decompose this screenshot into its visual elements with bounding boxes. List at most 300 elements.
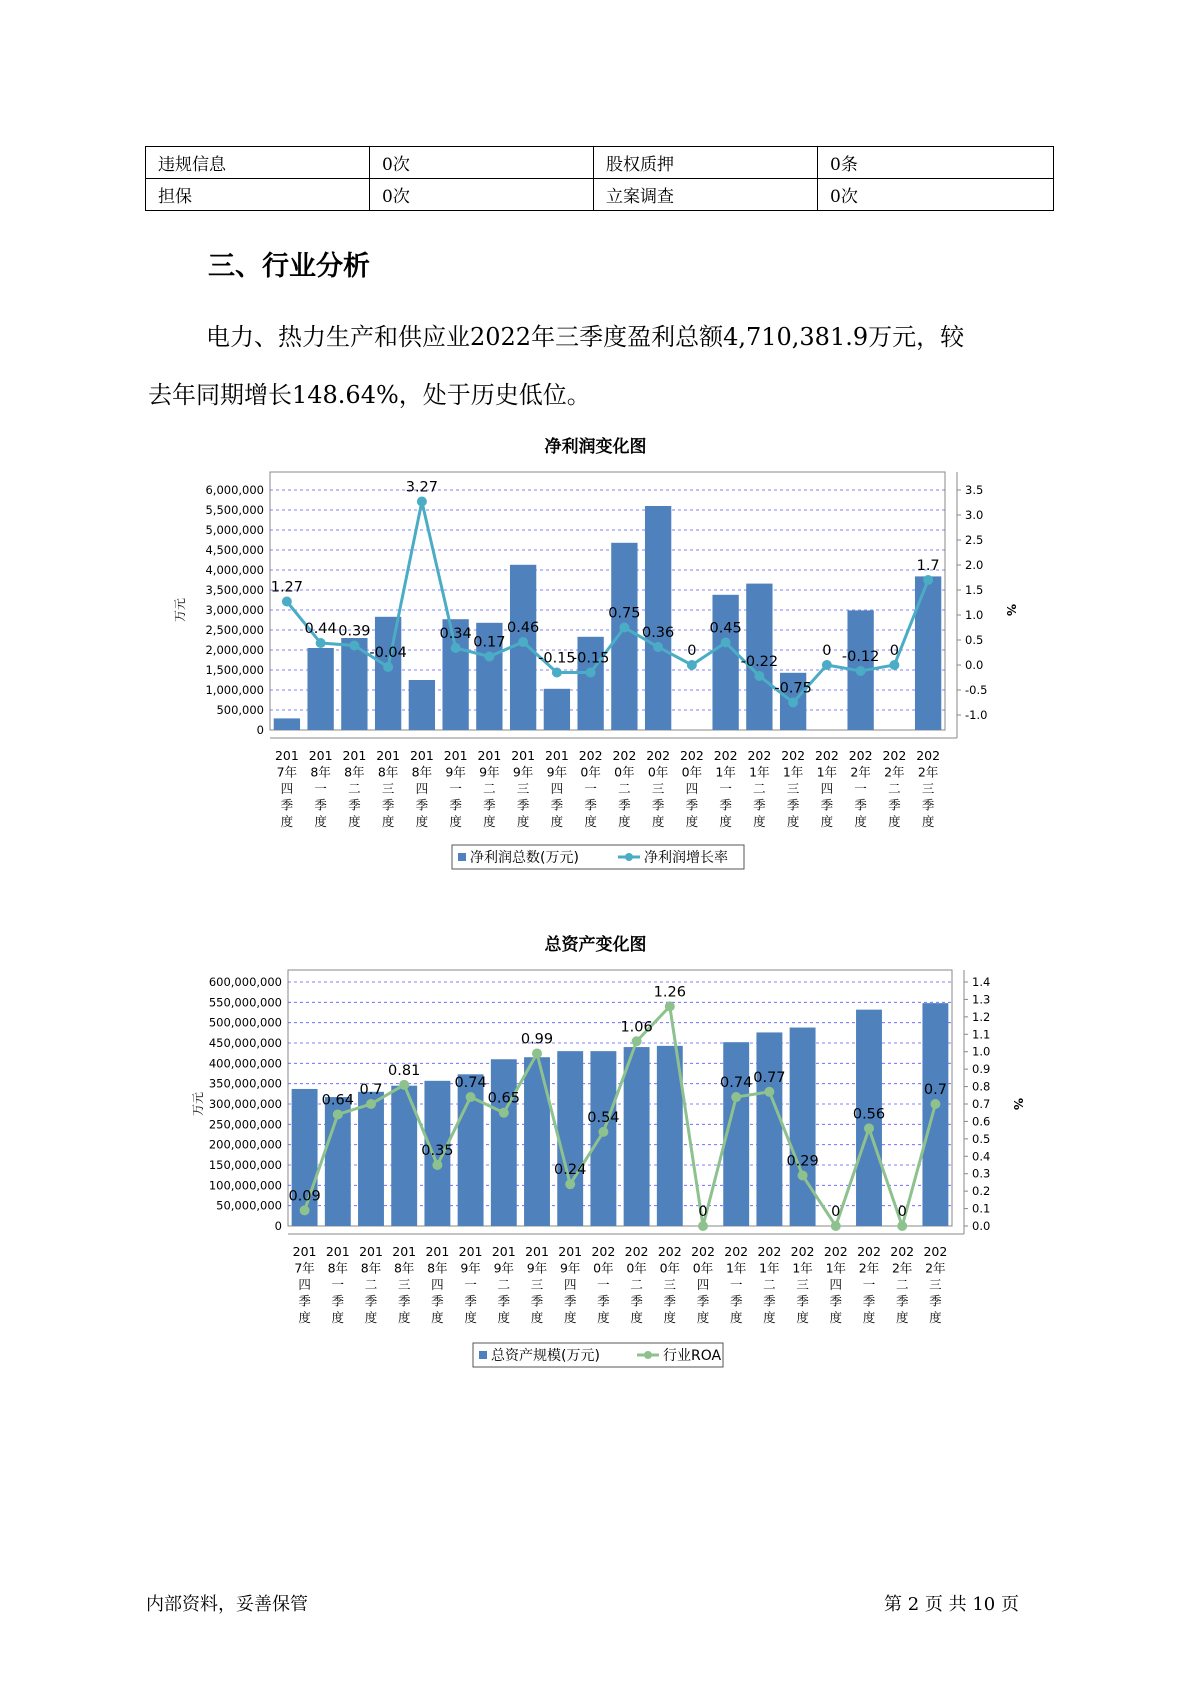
y-right-tick-label: 3.5: [965, 483, 984, 497]
x-tick-label-part: 201: [544, 748, 569, 763]
x-tick-label-part: 度: [862, 1310, 876, 1325]
x-tick-label-part: 201: [308, 748, 333, 763]
x-tick-label-part: 三: [381, 781, 395, 796]
plot-frame: [270, 472, 945, 730]
x-tick-label-part: 四: [415, 781, 429, 796]
x-tick-label-part: 二: [348, 781, 361, 796]
x-tick-label-part: 三: [516, 781, 530, 796]
table-cell: 股权质押: [594, 147, 818, 179]
x-tick-label-part: 9年: [512, 764, 534, 780]
x-tick-label-part: 季: [381, 797, 395, 813]
y-right-tick-label: 1.4: [972, 975, 991, 989]
x-tick-label-part: 9年: [546, 764, 568, 780]
x-tick-label-part: 202: [747, 748, 772, 763]
bar: [358, 1092, 384, 1226]
total-assets-chart: [0, 958, 1191, 1378]
x-tick-label-part: 季: [820, 797, 834, 813]
x-tick-label-part: 二: [618, 781, 631, 796]
y-left-tick-label: 400,000,000: [208, 1056, 282, 1071]
bar: [590, 1051, 616, 1226]
data-label: 0.99: [520, 1031, 554, 1048]
data-label: 0: [831, 1204, 841, 1220]
x-tick-label: [459, 1244, 483, 1325]
x-tick-label-part: 四: [298, 1277, 311, 1292]
y-right-tick-label: 0.9: [972, 1062, 991, 1077]
x-tick-label-part: 四: [563, 1277, 577, 1292]
x-tick-label-part: 201: [274, 748, 299, 763]
x-tick-label-part: 一: [862, 1277, 876, 1292]
x-tick-label-part: 四: [550, 781, 564, 796]
x-tick-label: [477, 748, 501, 829]
x-tick-label-part: 2年: [850, 764, 871, 780]
x-tick-label-part: 0年: [681, 764, 703, 780]
x-tick-label-part: 度: [530, 1310, 544, 1325]
line-point: [417, 497, 427, 507]
x-tick-label-part: 9年: [493, 1260, 515, 1276]
x-tick-label-part: 一: [314, 781, 327, 796]
data-label: 0: [822, 643, 832, 659]
x-tick-label-part: 度: [597, 1310, 610, 1325]
y-left-tick-label: 600,000,000: [208, 975, 282, 989]
line-point: [598, 1127, 608, 1137]
x-tick-label-part: 8年: [427, 1260, 448, 1276]
data-label: -0.15: [571, 650, 610, 667]
plot-frame: [288, 970, 952, 1226]
data-label: 0.74: [720, 1075, 753, 1092]
y-left-tick-label: 2,000,000: [205, 643, 264, 657]
x-tick-label-part: 8年: [327, 1260, 349, 1276]
data-label: 3.27: [405, 479, 439, 496]
x-tick-label-part: 201: [425, 1244, 450, 1259]
y-right-tick-label: 0.2: [972, 1184, 991, 1199]
x-tick-label-part: 8年: [411, 764, 433, 780]
x-tick-label: [293, 1244, 317, 1325]
x-tick-label: [724, 1244, 748, 1325]
x-tick-label-part: 1年: [725, 1260, 747, 1276]
data-label: 0.44: [304, 621, 337, 637]
x-tick-label-part: 度: [497, 1310, 511, 1325]
legend-label: 行业ROA: [663, 1348, 722, 1364]
x-tick-label-part: 一: [449, 781, 462, 796]
bar: [409, 680, 435, 730]
x-tick-label-part: 季: [563, 1293, 577, 1309]
x-tick-label-part: 季: [497, 1293, 511, 1309]
x-tick-label-part: 2年: [917, 764, 939, 780]
x-tick-label: [815, 748, 839, 829]
x-tick-label: [558, 1244, 582, 1325]
line-point: [484, 652, 494, 662]
data-label: 0.09: [288, 1188, 321, 1205]
y-left-axis-label: 万元: [173, 597, 187, 623]
x-tick-label-part: 1年: [715, 764, 736, 780]
x-tick-label-part: 季: [550, 797, 564, 813]
x-tick-label-part: 二: [763, 1277, 776, 1292]
y-left-tick-label: 550,000,000: [208, 995, 282, 1010]
x-tick-label-part: 1年: [749, 764, 770, 780]
x-tick-label-part: 季: [696, 1293, 710, 1309]
x-tick-label-part: 度: [685, 814, 699, 829]
x-tick-label-part: 201: [392, 1244, 417, 1259]
data-label: 0.36: [641, 625, 675, 641]
x-tick-label-part: 二: [483, 781, 496, 796]
x-tick-label-part: 二: [888, 781, 901, 796]
x-tick-label-part: 8年: [377, 764, 399, 780]
x-tick-label-part: 9年: [526, 1260, 548, 1276]
x-tick-label: [392, 1244, 416, 1325]
x-tick-label: [444, 748, 468, 829]
line-point: [499, 1108, 509, 1118]
x-tick-label-part: 202: [814, 748, 839, 763]
y-left-tick-label: 1,000,000: [205, 683, 264, 697]
data-label: 0.24: [554, 1162, 587, 1179]
x-tick-label-part: 季: [651, 797, 665, 813]
x-tick-label-part: 度: [921, 814, 935, 829]
x-tick-label-part: 二: [753, 781, 766, 796]
y-left-tick-label: 150,000,000: [208, 1158, 282, 1172]
y-right-tick-label: 0.5: [965, 633, 984, 647]
y-right-tick-label: 0.3: [972, 1166, 991, 1181]
line-point: [822, 660, 832, 670]
x-tick-label-part: 季: [929, 1293, 942, 1309]
x-tick-label: [781, 748, 805, 829]
x-tick-label-part: 202: [781, 748, 806, 763]
x-tick-label-part: 度: [753, 814, 766, 829]
x-tick-label-part: 9年: [559, 1260, 581, 1276]
x-tick-label-part: 2年: [925, 1260, 946, 1276]
x-tick-label: [890, 1244, 914, 1325]
table-cell: 违规信息: [146, 147, 370, 179]
y-right-axis-label: %: [1004, 603, 1018, 617]
x-tick-label-part: 度: [630, 1310, 643, 1325]
data-label: 0.46: [506, 620, 540, 636]
x-tick-label-part: 201: [342, 748, 367, 763]
table-cell: 0次: [370, 179, 594, 211]
y-right-tick-label: 1.0: [965, 608, 984, 622]
x-tick-label-part: 0年: [647, 764, 669, 780]
bar: [922, 1003, 948, 1226]
x-tick-label-part: 度: [696, 1310, 710, 1325]
x-tick-label-part: 季: [483, 797, 496, 813]
y-left-tick-label: 250,000,000: [208, 1117, 282, 1132]
x-tick-label-part: 0年: [626, 1260, 647, 1276]
x-tick-label: [714, 748, 738, 829]
x-tick-label: [916, 748, 940, 829]
x-tick-label-part: 季: [753, 797, 766, 813]
x-tick-label-part: 季: [449, 797, 462, 813]
x-tick-label-part: 201: [376, 748, 401, 763]
y-left-tick-label: 500,000: [216, 703, 264, 717]
bar: [611, 543, 637, 730]
x-tick-label-part: 201: [477, 748, 502, 763]
x-tick-label-part: 0年: [593, 1260, 614, 1276]
line-point: [632, 1036, 642, 1046]
line-point: [856, 666, 866, 676]
x-tick-label-part: 三: [530, 1277, 544, 1292]
data-label: 1.26: [653, 984, 686, 1001]
chart-title: 净利润变化图: [544, 437, 647, 457]
x-tick-label-part: 202: [916, 748, 941, 763]
bar: [274, 718, 300, 730]
x-tick-label-part: 8年: [393, 1260, 415, 1276]
x-tick-label-part: 二: [630, 1277, 643, 1292]
x-tick-label-part: 季: [516, 797, 530, 813]
x-tick-label-part: 季: [415, 797, 429, 813]
line-point: [399, 1080, 409, 1090]
x-tick-label-part: 2年: [891, 1260, 913, 1276]
data-label: 1.7: [916, 558, 940, 574]
x-tick-label-part: 201: [409, 748, 434, 763]
x-tick-label-part: 度: [796, 1310, 809, 1325]
y-right-tick-label: 0.4: [972, 1149, 991, 1164]
line-point: [532, 1048, 542, 1058]
x-tick-label-part: 9年: [460, 1260, 481, 1276]
x-tick-label-part: 8年: [360, 1260, 382, 1276]
data-label: 0: [687, 643, 697, 659]
line-point: [923, 575, 933, 585]
x-tick-label: [326, 1244, 350, 1325]
line-point: [432, 1160, 442, 1170]
line-point: [721, 638, 731, 648]
x-tick-label-part: 度: [584, 814, 597, 829]
x-tick-label-part: 度: [298, 1310, 311, 1325]
y-left-tick-label: 450,000,000: [208, 1036, 282, 1050]
line-point: [897, 1221, 907, 1231]
x-tick-label-part: 季: [431, 1293, 444, 1309]
line-point: [565, 1179, 575, 1189]
y-left-tick-label: 5,000,000: [205, 523, 264, 537]
x-tick-label-part: 201: [443, 748, 468, 763]
x-tick-label-part: 202: [713, 748, 738, 763]
x-tick-label-part: 季: [584, 797, 597, 813]
x-tick-label-part: 季: [888, 797, 901, 813]
y-left-tick-label: 0: [274, 1219, 282, 1233]
x-tick-label: [680, 748, 704, 829]
line-point: [300, 1205, 310, 1215]
table-row: [146, 179, 1054, 211]
x-tick-label-part: 度: [663, 1310, 677, 1325]
x-tick-label-part: 三: [921, 781, 935, 796]
line-point: [764, 1087, 774, 1097]
x-tick-label-part: 二: [497, 1277, 511, 1292]
line-point: [687, 660, 697, 670]
x-tick-label-part: 度: [729, 1310, 743, 1325]
x-tick-label-part: 8年: [344, 764, 365, 780]
y-right-tick-label: 0.0: [972, 1219, 991, 1233]
x-tick-label-part: 202: [724, 1244, 749, 1259]
paragraph-line: 去年同期增长148.64%，处于历史低位。: [148, 381, 591, 409]
y-right-tick-label: 0.0: [965, 658, 984, 672]
y-left-tick-label: 100,000,000: [208, 1178, 282, 1193]
x-tick-label-part: 度: [829, 1310, 843, 1325]
data-label: 0.7: [923, 1082, 947, 1098]
data-label: 0.64: [321, 1092, 354, 1109]
bar: [524, 1057, 550, 1226]
x-tick-label-part: 202: [646, 748, 671, 763]
x-tick-label: [545, 748, 569, 829]
x-tick-label-part: 一: [331, 1277, 345, 1292]
x-tick-label-part: 201: [325, 1244, 350, 1259]
x-tick-label: [525, 1244, 549, 1325]
line-point: [619, 623, 629, 633]
table-row: [146, 147, 1054, 179]
section-title: 三、行业分析: [208, 251, 370, 282]
x-tick-label-part: 202: [757, 1244, 782, 1259]
y-right-tick-label: 0.5: [972, 1131, 991, 1146]
table-cell: 0次: [818, 179, 1054, 211]
x-tick-label-part: 201: [558, 1244, 583, 1259]
y-left-tick-label: 200,000,000: [208, 1137, 282, 1152]
x-tick-label: [511, 748, 535, 829]
data-label: 0.29: [786, 1153, 819, 1170]
y-right-tick-label: 0.8: [972, 1079, 991, 1094]
line-point: [731, 1092, 741, 1102]
line-point: [466, 1092, 476, 1102]
x-tick-label-part: 季: [314, 797, 327, 813]
line-point: [889, 660, 899, 670]
x-tick-label: [492, 1244, 516, 1325]
legend-label: 总资产规模(万元): [491, 1348, 600, 1364]
x-tick-label-part: 季: [854, 797, 867, 813]
x-tick-label-part: 一: [729, 1277, 743, 1292]
x-tick-label-part: 0年: [580, 764, 601, 780]
x-tick-label-part: 四: [820, 781, 834, 796]
line-point: [788, 698, 798, 708]
x-tick-label: [658, 1244, 682, 1325]
x-tick-label-part: 季: [530, 1293, 544, 1309]
x-tick-label-part: 三: [786, 781, 800, 796]
data-label: 0.56: [852, 1106, 886, 1123]
y-left-tick-label: 500,000,000: [208, 1015, 282, 1030]
x-tick-label-part: 度: [381, 814, 395, 829]
x-tick-label-part: 四: [280, 781, 294, 796]
bar: [645, 506, 671, 730]
x-tick-label-part: 二: [364, 1277, 378, 1292]
x-tick-label-part: 202: [679, 748, 704, 763]
x-tick-label-part: 202: [591, 1244, 616, 1259]
bar: [544, 689, 570, 730]
x-tick-label: [275, 748, 299, 829]
data-label: 0.34: [439, 626, 472, 642]
x-tick-label: [425, 1244, 449, 1325]
x-tick-label-part: 季: [464, 1293, 477, 1309]
x-tick-label-part: 0年: [614, 764, 635, 780]
x-tick-label-part: 201: [511, 748, 536, 763]
x-tick-label-part: 三: [929, 1277, 942, 1292]
legend-swatch-bar: [458, 853, 466, 861]
y-right-tick-label: 1.5: [965, 583, 984, 597]
y-left-tick-label: 0: [256, 723, 264, 737]
x-tick-label-part: 一: [464, 1277, 477, 1292]
x-tick-label-part: 三: [397, 1277, 411, 1292]
data-label: 0.39: [338, 623, 371, 640]
legend-swatch-marker: [644, 1351, 652, 1359]
y-right-tick-label: 1.0: [972, 1044, 991, 1059]
data-label: 1.06: [620, 1019, 653, 1036]
x-tick-label-part: 度: [550, 814, 564, 829]
data-label: -0.04: [369, 645, 407, 661]
y-left-tick-label: 5,500,000: [205, 503, 264, 517]
x-tick-label-part: 度: [331, 1310, 345, 1325]
bar: [712, 595, 738, 730]
data-label: 0.54: [587, 1109, 620, 1126]
y-right-tick-label: -1.0: [965, 708, 988, 722]
x-tick-label-part: 9年: [445, 764, 466, 780]
x-tick-label-part: 二: [895, 1277, 909, 1292]
x-tick-label-part: 三: [663, 1277, 677, 1292]
x-tick-label-part: 季: [685, 797, 699, 813]
data-label: 0.81: [388, 1062, 421, 1079]
x-tick-label-part: 四: [685, 781, 699, 796]
y-right-tick-label: 0.1: [972, 1201, 991, 1216]
x-tick-label: [309, 748, 333, 829]
data-label: 0.35: [421, 1143, 454, 1159]
x-tick-label-part: 度: [854, 814, 867, 829]
y-left-tick-label: 3,000,000: [205, 603, 264, 617]
y-right-tick-label: 1.2: [972, 1009, 991, 1024]
x-tick-label-part: 四: [696, 1277, 710, 1292]
x-tick-label-part: 季: [921, 797, 935, 813]
y-left-tick-label: 4,000,000: [205, 563, 264, 577]
data-label: -0.75: [774, 680, 812, 697]
x-tick-label-part: 0年: [692, 1260, 714, 1276]
data-label: -0.15: [538, 650, 576, 667]
x-tick-label-part: 201: [458, 1244, 483, 1259]
legend-swatch-marker: [625, 853, 633, 861]
x-tick-label-part: 季: [280, 797, 294, 813]
line-point: [316, 638, 326, 648]
bar: [491, 1059, 517, 1226]
x-tick-label-part: 202: [848, 748, 873, 763]
x-tick-label-part: 202: [857, 1244, 881, 1259]
data-label: -0.12: [841, 649, 880, 665]
legend-label: 净利润增长率: [644, 850, 728, 866]
x-tick-label-part: 202: [657, 1244, 682, 1259]
x-tick-label-part: 度: [888, 814, 901, 829]
line-point: [930, 1099, 940, 1109]
x-tick-label-part: 度: [895, 1310, 909, 1325]
x-tick-label: [757, 1244, 781, 1325]
y-left-tick-label: 350,000,000: [208, 1076, 282, 1091]
x-tick-label-part: 1年: [782, 764, 804, 780]
x-tick-label-part: 季: [786, 797, 800, 813]
x-tick-label-part: 度: [314, 814, 327, 829]
x-tick-label: [625, 1244, 649, 1325]
x-tick-label-part: 1年: [816, 764, 838, 780]
x-tick-label-part: 度: [397, 1310, 411, 1325]
line-point: [282, 597, 292, 607]
y-left-tick-label: 300,000,000: [208, 1097, 282, 1111]
x-tick-label-part: 度: [415, 814, 429, 829]
line-point: [653, 642, 663, 652]
y-right-tick-label: 3.0: [965, 508, 984, 522]
line-point: [831, 1221, 841, 1231]
x-tick-label-part: 季: [348, 797, 361, 813]
x-tick-label-part: 季: [729, 1293, 743, 1309]
x-tick-label-part: 三: [796, 1277, 809, 1292]
y-left-tick-label: 50,000,000: [216, 1198, 282, 1213]
x-tick-label-part: 度: [280, 814, 294, 829]
x-tick-label-part: 度: [483, 814, 496, 829]
x-tick-label-part: 202: [578, 748, 603, 763]
data-label: 0.7: [359, 1082, 383, 1098]
table-cell: 立案调查: [594, 179, 818, 211]
y-left-tick-label: 2,500,000: [205, 623, 264, 637]
y-left-tick-label: 4,500,000: [205, 543, 264, 557]
x-tick-label-part: 7年: [294, 1260, 315, 1276]
net-profit-chart: [0, 460, 1191, 880]
x-tick-label-part: 度: [364, 1310, 378, 1325]
line-point: [552, 668, 562, 678]
